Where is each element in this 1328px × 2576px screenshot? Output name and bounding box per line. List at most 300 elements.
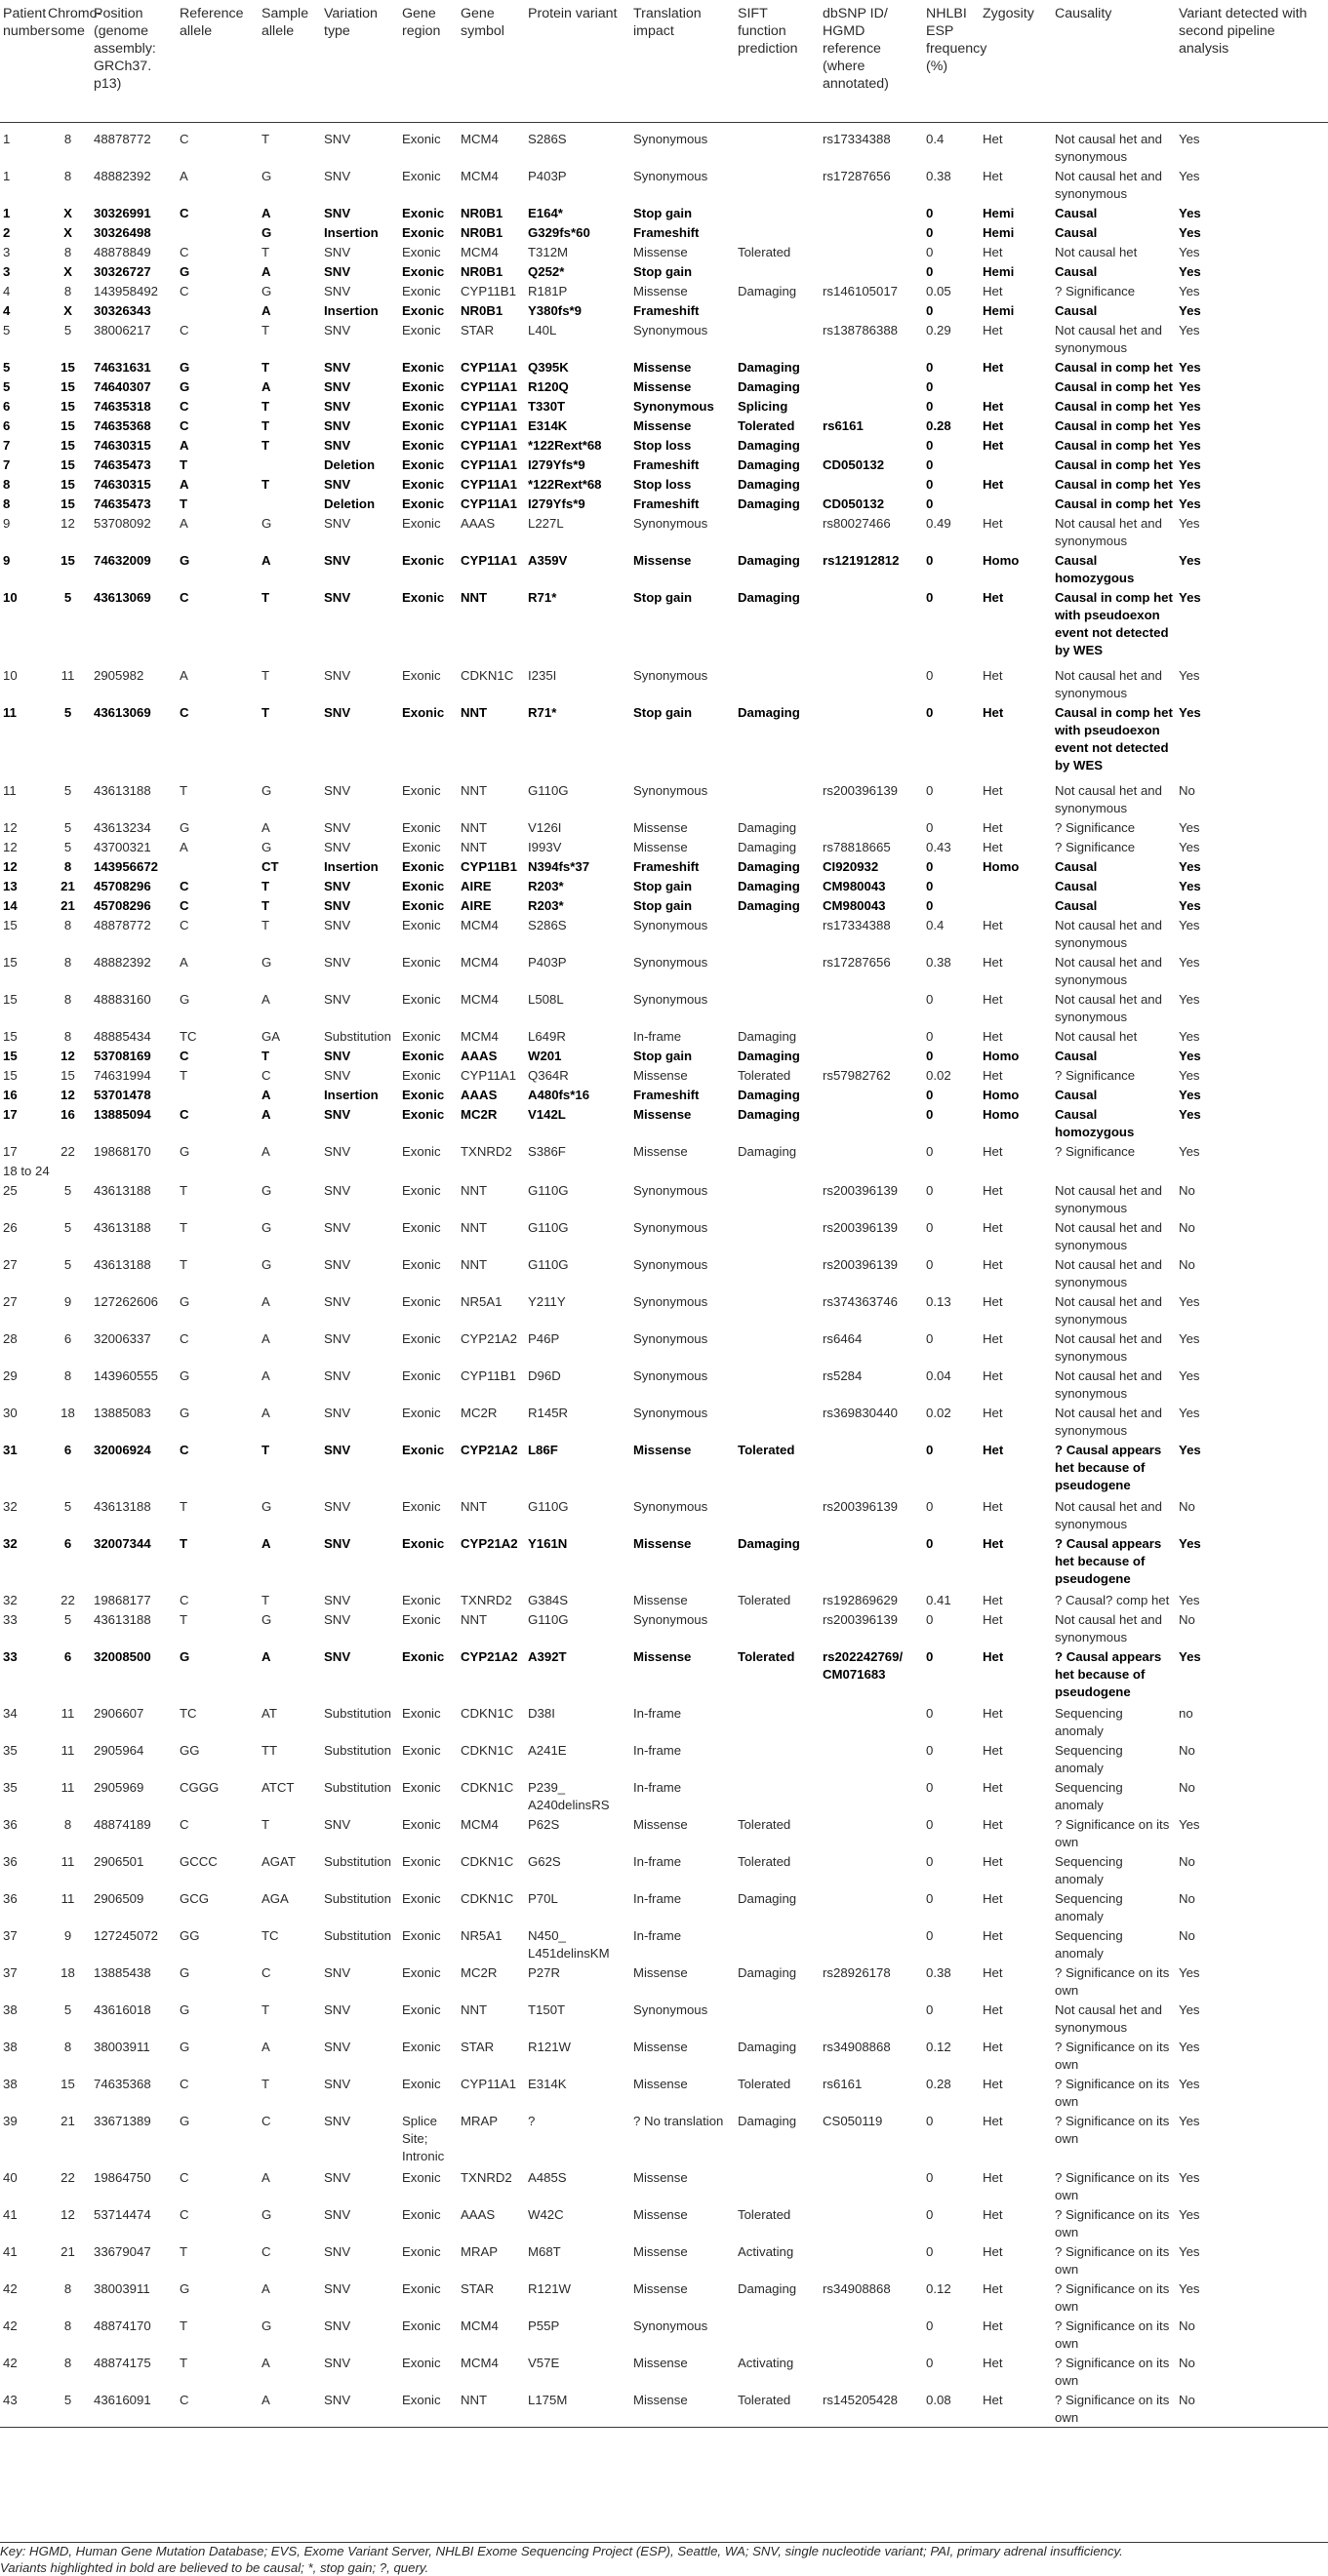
cell-nhlbi-esp-frequency: 0 — [926, 897, 934, 913]
cell-position: 32007344 — [94, 1535, 151, 1551]
cell-second-pipeline: No — [1179, 1890, 1195, 1906]
cell-zygosity: Hemi — [983, 224, 1015, 240]
cell-dbsnp-hgmd: rs57982762 — [823, 1067, 891, 1083]
cell-sift-prediction: Damaging — [738, 1106, 800, 1122]
cell-protein-variant: E164* — [528, 205, 563, 220]
cell-dbsnp-hgmd: rs200396139 — [823, 1611, 898, 1627]
header-translation-impact: Translation impact — [630, 0, 735, 122]
cell-gene-symbol: NNT — [461, 1219, 488, 1235]
cell-dbsnp-hgmd — [820, 1085, 923, 1104]
cell-patient-number: 13 — [3, 878, 18, 893]
cell-nhlbi-esp-frequency: 0 — [926, 1182, 934, 1198]
cell-translation-impact: Missense — [633, 1067, 688, 1083]
cell-sample-allele: ATCT — [262, 1779, 295, 1795]
cell-patient-number: 34 — [3, 1705, 18, 1721]
cell-patient-number: 15 — [3, 991, 18, 1007]
cell-zygosity: Het — [983, 2169, 1003, 2185]
cell-chromosome: 15 — [60, 359, 75, 375]
cell-variation-type: SNV — [324, 1256, 351, 1272]
cell-nhlbi-esp-frequency: 0 — [926, 359, 934, 375]
cell-protein-variant: P70L — [528, 1890, 558, 1906]
table-row — [0, 455, 1328, 474]
cell-translation-impact: In-frame — [633, 1028, 682, 1044]
cell-reference-allele: C — [180, 878, 189, 893]
cell-chromosome: 5 — [63, 839, 72, 854]
cell-second-pipeline: Yes — [1179, 244, 1200, 259]
cell-reference-allele: C — [180, 704, 189, 720]
cell-patient-number: 6 — [3, 398, 11, 414]
cell-position: 38003911 — [94, 2280, 150, 2296]
cell-variation-type: SNV — [324, 667, 351, 683]
cell-dbsnp-hgmd — [820, 261, 923, 281]
cell-variation-type: SNV — [324, 322, 351, 337]
cell-gene-region: Exonic — [402, 917, 441, 932]
cell-patient-number: 25 — [3, 1182, 18, 1198]
cell-dbsnp-hgmd — [820, 1814, 923, 1851]
cell-sample-allele: A — [262, 1087, 271, 1102]
cell-gene-region: Exonic — [402, 168, 441, 183]
cell-reference-allele: T — [180, 1067, 188, 1083]
cell-translation-impact: Missense — [633, 417, 692, 433]
cell-sift-prediction — [735, 320, 820, 357]
cell-protein-variant: E314K — [528, 2076, 567, 2091]
cell-gene-region: Exonic — [402, 1067, 441, 1083]
cell-zygosity: Het — [983, 1816, 1003, 1832]
cell-zygosity: Het — [983, 2280, 1003, 2296]
cell-gene-symbol: MCM4 — [461, 1028, 499, 1044]
cell-variation-type: SNV — [324, 476, 351, 492]
cell-dbsnp-hgmd — [820, 702, 923, 780]
cell-sample-allele: A — [262, 1330, 270, 1346]
cell-position: 38006217 — [94, 322, 151, 337]
cell-patient-number: 42 — [3, 2318, 18, 2333]
cell-chromosome: 21 — [60, 2243, 75, 2259]
cell-sift-prediction — [735, 1180, 820, 1217]
cell-sample-allele: G — [262, 1182, 272, 1198]
cell-sample-allele: A — [262, 205, 271, 220]
cell-sample-allele: G — [262, 1498, 272, 1514]
cell-position: 48882392 — [94, 168, 151, 183]
cell-protein-variant: R121W — [528, 2280, 571, 2296]
cell-protein-variant: G110G — [528, 1611, 569, 1627]
table-row — [0, 1962, 1328, 2000]
table-row — [0, 587, 1328, 665]
cell-patient-number: 15 — [3, 1067, 18, 1083]
cell-patient-number: 8 — [3, 495, 11, 511]
cell-second-pipeline: No — [1179, 1611, 1195, 1627]
cell-sample-allele: T — [262, 244, 270, 259]
cell-chromosome: 8 — [63, 991, 72, 1007]
cell-variation-type: Substitution — [324, 1705, 391, 1721]
cell-nhlbi-esp-frequency: 0 — [926, 1853, 934, 1869]
cell-dbsnp-hgmd: rs200396139 — [823, 1182, 898, 1198]
cell-sift-prediction: Damaging — [738, 878, 800, 893]
cell-sift-prediction: Tolerated — [735, 2390, 820, 2428]
cell-protein-variant: G384S — [528, 1592, 569, 1607]
cell-gene-region: Exonic — [402, 858, 445, 874]
cell-second-pipeline: No — [1179, 1779, 1195, 1795]
cell-nhlbi-esp-frequency: 0 — [926, 2243, 934, 2259]
cell-patient-number: 17 — [3, 1143, 18, 1159]
cell-variation-type: Substitution — [324, 1853, 391, 1869]
cell-gene-symbol: MCM4 — [461, 2355, 499, 2370]
cell-dbsnp-hgmd: rs17287656 — [823, 168, 891, 183]
cell-dbsnp-hgmd: rs200396139 — [823, 1219, 898, 1235]
cell-nhlbi-esp-frequency: 0.05 — [926, 283, 951, 298]
cell-chromosome: 8 — [63, 244, 72, 259]
cell-second-pipeline: Yes — [1179, 667, 1200, 683]
cell-sift-prediction: Damaging — [738, 552, 800, 568]
cell-sample-allele: A — [262, 1293, 270, 1309]
cell-causality: Not causal het and synonymous — [1055, 1293, 1162, 1327]
cell-second-pipeline: No — [1179, 1182, 1195, 1198]
cell-patient-number: 31 — [3, 1442, 18, 1457]
cell-reference-allele: C — [180, 1592, 189, 1607]
cell-nhlbi-esp-frequency: 0 — [926, 1330, 934, 1346]
cell-causality: ? Significance on its own — [1055, 2280, 1170, 2314]
cell-nhlbi-esp-frequency: 0 — [926, 1106, 934, 1122]
cell-sample-allele: GA — [262, 1028, 281, 1044]
cell-sample-allele: G — [262, 2206, 272, 2222]
cell-patient-number: 42 — [3, 2280, 18, 2296]
cell-zygosity: Hemi — [983, 205, 1015, 220]
cell-patient-number: 37 — [3, 1927, 18, 1943]
table-row — [0, 1533, 1328, 1590]
cell-zygosity: Het — [983, 1028, 1003, 1044]
cell-translation-impact: Missense — [633, 1442, 692, 1457]
cell-gene-symbol: CYP11A1 — [461, 359, 517, 375]
cell-position — [91, 1161, 177, 1180]
cell-causality: Causal homozygous — [1055, 552, 1135, 585]
cell-protein-variant: R121W — [528, 2039, 571, 2054]
cell-second-pipeline: Yes — [1179, 2280, 1200, 2296]
cell-variation-type: SNV — [324, 897, 351, 913]
cell-reference-allele: T — [180, 1182, 188, 1198]
cell-chromosome — [45, 1161, 91, 1180]
cell-protein-variant: Y380fs*9 — [528, 302, 582, 318]
table-row — [0, 780, 1328, 817]
table-row — [0, 1217, 1328, 1254]
cell-nhlbi-esp-frequency: 0.04 — [926, 1367, 951, 1383]
cell-reference-allele: G — [180, 991, 190, 1007]
cell-zygosity: Homo — [983, 1048, 1020, 1063]
cell-gene-region: Exonic — [402, 667, 441, 683]
cell-sample-allele: T — [262, 322, 270, 337]
table-body — [0, 122, 1328, 2427]
cell-causality: Not causal het and synonymous — [1055, 1367, 1162, 1401]
cell-protein-variant: P55P — [528, 2318, 560, 2333]
cell-translation-impact: Missense — [633, 2039, 688, 2054]
cell-sample-allele: G — [262, 1219, 272, 1235]
cell-second-pipeline: No — [1179, 1742, 1195, 1758]
cell-nhlbi-esp-frequency: 0 — [926, 858, 934, 874]
cell-position: 48874189 — [94, 1816, 151, 1832]
cell-sample-allele: A — [262, 1405, 270, 1420]
cell-gene-region: Exonic — [402, 589, 445, 605]
cell-zygosity: Het — [983, 131, 1003, 146]
cell-position: 43616018 — [94, 2001, 151, 2017]
cell-sift-prediction: Damaging — [738, 2039, 797, 2054]
cell-sample-allele: G — [262, 954, 272, 970]
cell-patient-number: 38 — [3, 2039, 18, 2054]
cell-position: 32008500 — [94, 1648, 151, 1664]
cell-patient-number: 9 — [3, 515, 11, 531]
cell-sift-prediction — [735, 780, 820, 817]
cell-reference-allele: G — [180, 1143, 190, 1159]
cell-protein-variant: A359V — [528, 552, 568, 568]
cell-translation-impact: Synonymous — [633, 1367, 708, 1383]
cell-translation-impact: Synonymous — [633, 1405, 708, 1420]
cell-sift-prediction — [735, 261, 820, 281]
cell-patient-number: 4 — [3, 302, 11, 318]
cell-gene-symbol: CYP11A1 — [461, 552, 517, 568]
cell-causality — [1052, 1161, 1176, 1180]
cell-variation-type: SNV — [324, 378, 351, 394]
cell-patient-number: 2 — [3, 224, 11, 240]
header-zygosity: Zygosity — [980, 0, 1052, 122]
table-row — [0, 1141, 1328, 1161]
cell-second-pipeline: No — [1179, 1256, 1195, 1272]
cell-dbsnp-hgmd — [820, 587, 923, 665]
cell-second-pipeline: Yes — [1179, 1143, 1200, 1159]
cell-sift-prediction — [735, 1328, 820, 1366]
table-row — [0, 837, 1328, 856]
cell-chromosome: X — [63, 263, 72, 279]
table-row — [0, 952, 1328, 989]
cell-chromosome: 11 — [60, 1779, 75, 1795]
cell-nhlbi-esp-frequency: 0 — [926, 263, 934, 279]
cell-patient-number: 26 — [3, 1219, 18, 1235]
table-row — [0, 2037, 1328, 2074]
cell-nhlbi-esp-frequency: 0 — [926, 552, 934, 568]
cell-zygosity: Het — [983, 2243, 1003, 2259]
table-row — [0, 1646, 1328, 1703]
cell-second-pipeline: Yes — [1179, 1067, 1200, 1083]
cell-patient-number: 1 — [3, 205, 11, 220]
cell-sift-prediction — [735, 203, 820, 222]
cell-translation-impact: Synonymous — [633, 515, 708, 531]
cell-gene-symbol: MCM4 — [461, 991, 499, 1007]
cell-second-pipeline: Yes — [1179, 302, 1201, 318]
cell-causality: Not causal het and synonymous — [1055, 667, 1162, 700]
cell-patient-number: 1 — [3, 131, 11, 146]
cell-patient-number: 41 — [3, 2243, 18, 2259]
cell-sample-allele: A — [262, 302, 271, 318]
cell-sample-allele: A — [262, 552, 271, 568]
cell-sift-prediction: Tolerated — [738, 1816, 791, 1832]
cell-variation-type: Deletion — [324, 456, 376, 472]
cell-reference-allele — [177, 1085, 259, 1104]
cell-gene-region: Exonic — [402, 1293, 441, 1309]
cell-sample-allele: T — [262, 1048, 270, 1063]
cell-gene-symbol: NNT — [458, 2390, 525, 2428]
cell-position: 143956672 — [94, 858, 159, 874]
cell-gene-region: Exonic — [402, 1442, 445, 1457]
cell-protein-variant: G110G — [528, 1256, 569, 1272]
cell-gene-symbol: MCM4 — [461, 954, 499, 970]
cell-translation-impact: In-frame — [633, 1705, 682, 1721]
cell-chromosome: 15 — [60, 2076, 75, 2091]
cell-zygosity: Het — [983, 2113, 1003, 2128]
cell-position: 32006337 — [94, 1330, 151, 1346]
cell-causality: ? Significance on its own — [1055, 2243, 1170, 2277]
cell-gene-symbol: CYP11A1 — [461, 456, 517, 472]
cell-translation-impact: Synonymous — [633, 991, 708, 1007]
cell-sift-prediction: Damaging — [738, 897, 800, 913]
cell-patient-number: 6 — [3, 417, 11, 433]
cell-variation-type: SNV — [324, 2076, 351, 2091]
cell-position: 32006924 — [94, 1442, 151, 1457]
cell-zygosity — [980, 1161, 1052, 1180]
cell-translation-impact: Synonymous — [633, 954, 708, 970]
cell-variation-type: SNV — [324, 917, 351, 932]
cell-patient-number: 11 — [3, 782, 17, 798]
header-position: Position (genome assembly: GRCh37. p13) — [91, 0, 177, 122]
cell-sample-allele: G — [262, 1611, 272, 1627]
table-row — [0, 550, 1328, 587]
cell-chromosome: 6 — [63, 1535, 72, 1551]
cell-position: 53701478 — [94, 1087, 151, 1102]
table-row — [0, 989, 1328, 1026]
cell-causality: ? Causal appears het because of pseudogene — [1055, 1535, 1162, 1586]
cell-position: 19868170 — [94, 1143, 151, 1159]
cell-protein-variant: R145R — [528, 1405, 569, 1420]
cell-reference-allele: A — [180, 954, 188, 970]
cell-protein-variant: L508L — [528, 991, 564, 1007]
cell-gene-region: Exonic — [402, 1816, 441, 1832]
cell-reference-allele: C — [180, 131, 189, 146]
cell-causality: Not causal het and synonymous — [1055, 515, 1162, 548]
cell-gene-region: Exonic — [402, 1182, 441, 1198]
header-reference-allele: Reference allele — [177, 0, 259, 122]
cell-position: 48874170 — [94, 2318, 151, 2333]
cell-gene-symbol: CYP21A2 — [461, 1442, 518, 1457]
cell-zygosity: Het — [983, 359, 1004, 375]
cell-variation-type: Substitution — [324, 1742, 391, 1758]
cell-second-pipeline: Yes — [1179, 819, 1200, 835]
cell-sift-prediction — [735, 1703, 820, 1740]
cell-zygosity: Het — [983, 283, 1003, 298]
cell-position: 43613069 — [94, 589, 151, 605]
cell-reference-allele — [177, 300, 259, 320]
cell-sample-allele: T — [262, 417, 270, 433]
cell-sample-allele: G — [262, 2318, 272, 2333]
cell-nhlbi-esp-frequency: 0 — [926, 205, 934, 220]
cell-causality: Causal in comp het — [1055, 359, 1173, 375]
cell-gene-symbol: CYP21A2 — [461, 1648, 518, 1664]
cell-patient-number: 36 — [3, 1853, 18, 1869]
cell-causality: Causal in comp het — [1055, 456, 1173, 472]
cell-translation-impact: Frameshift — [633, 858, 700, 874]
cell-dbsnp-hgmd: rs6161 — [823, 417, 864, 433]
cell-sample-allele: G — [262, 782, 272, 798]
cell-zygosity: Het — [983, 515, 1003, 531]
cell-position: 2906509 — [94, 1890, 144, 1906]
cell-causality: Not causal het and synonymous — [1055, 782, 1162, 815]
cell-gene-symbol: NNT — [461, 704, 488, 720]
cell-second-pipeline — [1176, 1161, 1328, 1180]
cell-chromosome: 8 — [63, 917, 72, 932]
table-footnote — [0, 2542, 1328, 2576]
cell-gene-region: Exonic — [402, 2280, 441, 2296]
cell-gene-symbol: CYP21A2 — [461, 1330, 517, 1346]
table-row — [0, 1925, 1328, 1962]
cell-patient-number: 1 — [3, 168, 11, 183]
cell-protein-variant: D38I — [528, 1705, 555, 1721]
cell-second-pipeline: No — [1179, 1853, 1195, 1869]
cell-causality: Causal — [1055, 205, 1098, 220]
cell-gene-symbol: NR5A1 — [461, 1927, 503, 1943]
cell-chromosome: 8 — [63, 2039, 72, 2054]
cell-position: 30326727 — [94, 263, 151, 279]
cell-causality: Sequencing anomaly — [1055, 1890, 1123, 1923]
cell-sample-allele: A — [262, 1535, 271, 1551]
cell-second-pipeline: Yes — [1179, 897, 1201, 913]
cell-position: 74635473 — [94, 495, 151, 511]
cell-chromosome: 8 — [63, 131, 72, 146]
cell-patient-number: 37 — [3, 1964, 18, 1980]
cell-causality: Not causal het and synonymous — [1055, 954, 1162, 987]
cell-reference-allele: GG — [180, 1742, 200, 1758]
cell-reference-allele: G — [180, 1964, 190, 1980]
cell-sift-prediction: Damaging — [738, 704, 800, 720]
cell-variation-type: SNV — [324, 1182, 351, 1198]
cell-variation-type: SNV — [324, 1330, 351, 1346]
cell-translation-impact: Missense — [633, 2076, 688, 2091]
cell-position: 74635473 — [94, 456, 151, 472]
cell-position: 43700321 — [94, 839, 151, 854]
table-row — [0, 1065, 1328, 1085]
cell-gene-symbol: MC2R — [461, 1964, 498, 1980]
table-row — [0, 2316, 1328, 2353]
table-row — [0, 817, 1328, 837]
cell-position: 74630315 — [94, 437, 151, 453]
table-row — [0, 2390, 1328, 2428]
cell-chromosome: 11 — [60, 1705, 75, 1721]
cell-reference-allele: C — [180, 283, 189, 298]
cell-translation-impact: Synonymous — [633, 2001, 708, 2017]
cell-sift-prediction: Tolerated — [738, 1648, 795, 1664]
cell-patient-number: 3 — [3, 244, 11, 259]
cell-translation-impact: Stop gain — [633, 205, 693, 220]
cell-patient-number: 10 — [3, 667, 18, 683]
cell-nhlbi-esp-frequency: 0 — [926, 1087, 934, 1102]
cell-reference-allele: C — [180, 1330, 189, 1346]
cell-nhlbi-esp-frequency: 0.4 — [926, 131, 945, 146]
cell-chromosome: 15 — [60, 552, 75, 568]
cell-protein-variant: A392T — [528, 1648, 567, 1664]
cell-position: 74635368 — [94, 2076, 151, 2091]
cell-sift-prediction — [735, 1609, 820, 1646]
cell-patient-number: 35 — [3, 1742, 18, 1758]
cell-second-pipeline: No — [1179, 1219, 1195, 1235]
cell-dbsnp-hgmd: rs17334388 — [823, 131, 891, 146]
cell-reference-allele: C — [180, 244, 189, 259]
cell-sift-prediction: Damaging — [738, 1143, 797, 1159]
cell-zygosity: Het — [983, 417, 1004, 433]
cell-dbsnp-hgmd — [820, 435, 923, 455]
cell-sift-prediction: Damaging — [738, 1048, 800, 1063]
cell-translation-impact: Stop gain — [633, 589, 693, 605]
header-gene-symbol: Gene symbol — [458, 0, 525, 122]
cell-sift-prediction — [735, 952, 820, 989]
cell-sample-allele: A — [259, 2390, 321, 2428]
cell-zygosity: Het — [983, 819, 1003, 835]
cell-causality: Not causal het and synonymous — [1055, 1611, 1162, 1645]
cell-variation-type: Substitution — [324, 1028, 391, 1044]
cell-gene-symbol: NNT — [461, 1498, 488, 1514]
cell-translation-impact: Stop gain — [633, 1048, 693, 1063]
